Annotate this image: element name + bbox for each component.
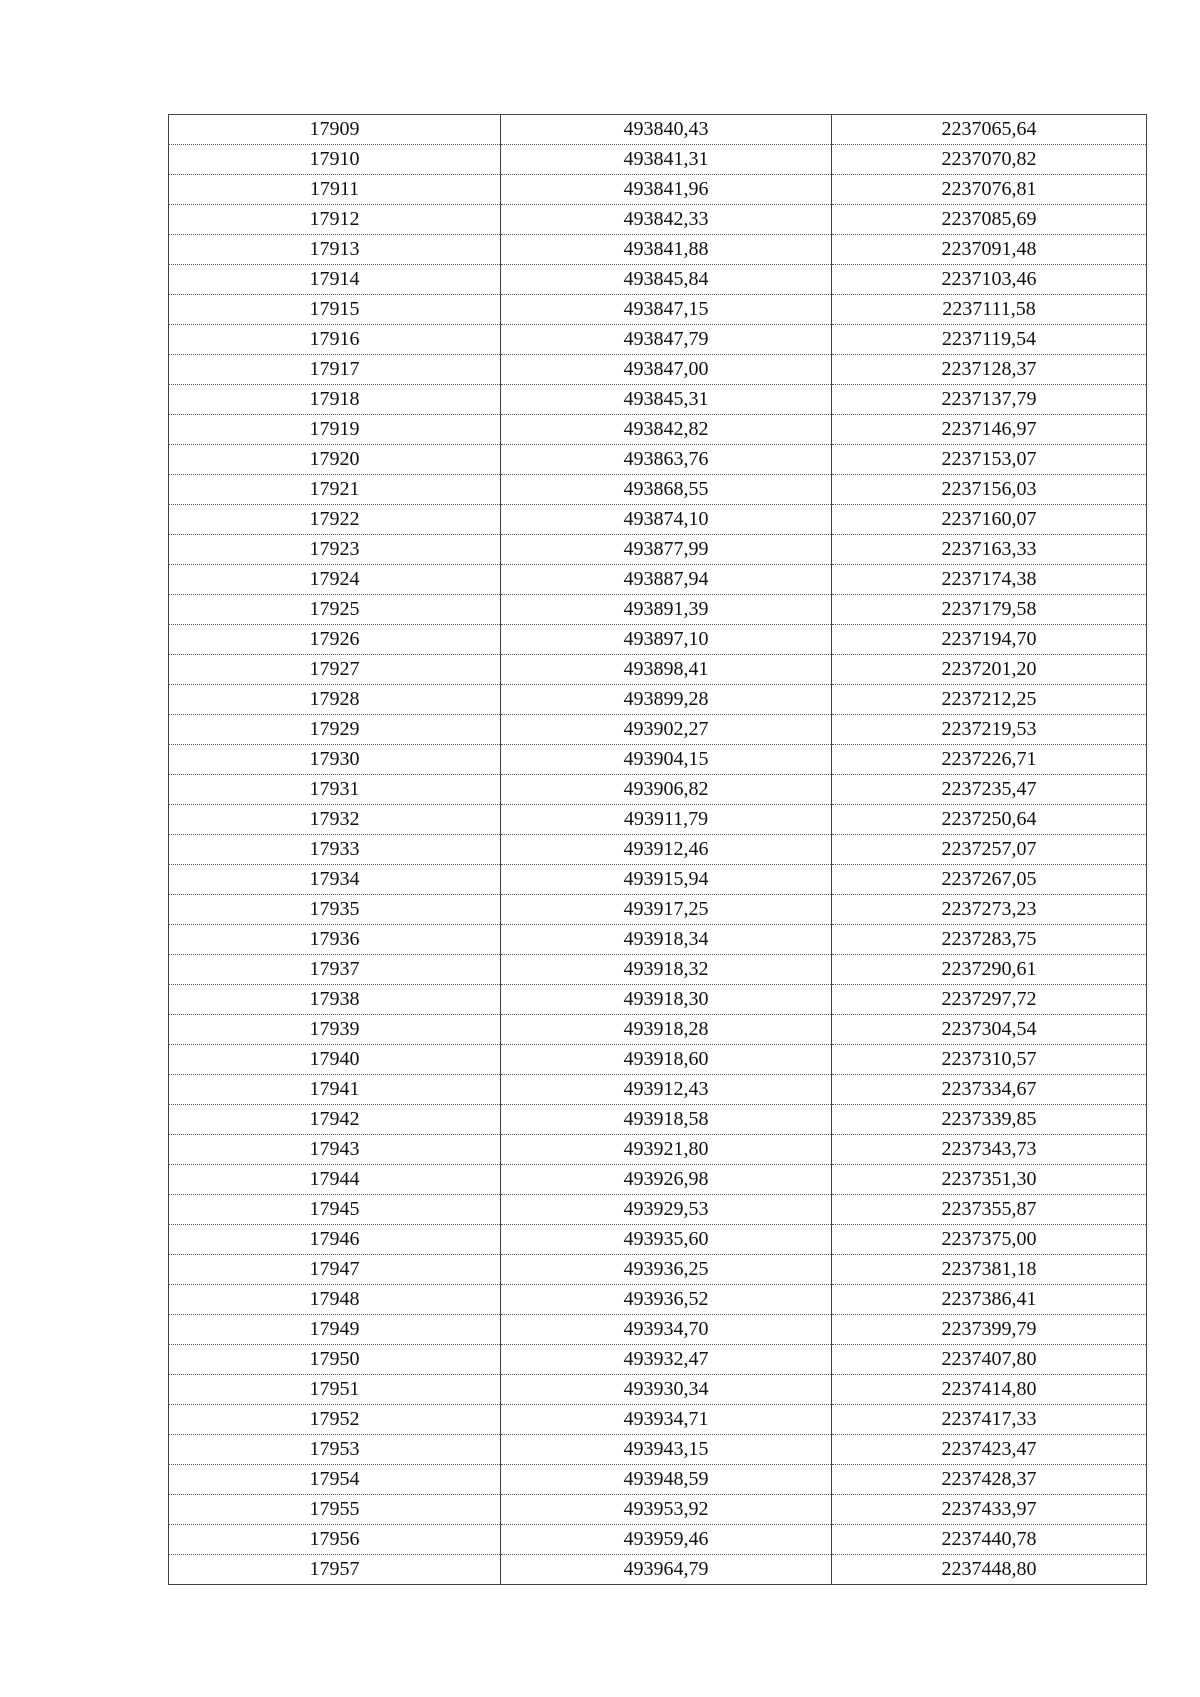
- y-coordinate-cell: 2237297,72: [832, 985, 1147, 1015]
- x-coordinate-cell: 493934,71: [501, 1405, 832, 1435]
- y-coordinate-cell: 2237386,41: [832, 1285, 1147, 1315]
- x-coordinate-cell: 493898,41: [501, 655, 832, 685]
- table-row: [169, 445, 1147, 475]
- table-row: [169, 145, 1147, 175]
- table-row: [169, 1525, 1147, 1555]
- y-coordinate-cell: 2237137,79: [832, 385, 1147, 415]
- table-row: [169, 1015, 1147, 1045]
- table-row: [169, 505, 1147, 535]
- x-coordinate-cell: 493948,59: [501, 1465, 832, 1495]
- point-number-cell: 17921: [169, 475, 501, 505]
- point-number-cell: 17937: [169, 955, 501, 985]
- point-number-cell: 17939: [169, 1015, 501, 1045]
- table-row: [169, 1435, 1147, 1465]
- point-number-cell: 17922: [169, 505, 501, 535]
- y-coordinate-cell: 2237334,67: [832, 1075, 1147, 1105]
- point-number-cell: 17935: [169, 895, 501, 925]
- point-number-cell: 17923: [169, 535, 501, 565]
- x-coordinate-cell: 493935,60: [501, 1225, 832, 1255]
- y-coordinate-cell: 2237448,80: [832, 1555, 1147, 1585]
- x-coordinate-cell: 493943,15: [501, 1435, 832, 1465]
- table-row: [169, 415, 1147, 445]
- point-number-cell: 17933: [169, 835, 501, 865]
- point-number-cell: 17941: [169, 1075, 501, 1105]
- point-number-cell: 17947: [169, 1255, 501, 1285]
- point-number-cell: 17957: [169, 1555, 501, 1585]
- point-number-cell: 17950: [169, 1345, 501, 1375]
- point-number-cell: 17910: [169, 145, 501, 175]
- x-coordinate-cell: 493912,46: [501, 835, 832, 865]
- table-row: [169, 1465, 1147, 1495]
- table-row: [169, 1315, 1147, 1345]
- x-coordinate-cell: 493959,46: [501, 1525, 832, 1555]
- point-number-cell: 17916: [169, 325, 501, 355]
- y-coordinate-cell: 2237091,48: [832, 235, 1147, 265]
- x-coordinate-cell: 493863,76: [501, 445, 832, 475]
- x-coordinate-cell: 493842,82: [501, 415, 832, 445]
- x-coordinate-cell: 493897,10: [501, 625, 832, 655]
- y-coordinate-cell: 2237355,87: [832, 1195, 1147, 1225]
- point-number-cell: 17917: [169, 355, 501, 385]
- table-row: [169, 1225, 1147, 1255]
- point-number-cell: 17940: [169, 1045, 501, 1075]
- table-row: [169, 625, 1147, 655]
- y-coordinate-cell: 2237201,20: [832, 655, 1147, 685]
- y-coordinate-cell: 2237440,78: [832, 1525, 1147, 1555]
- y-coordinate-cell: 2237273,23: [832, 895, 1147, 925]
- y-coordinate-cell: 2237070,82: [832, 145, 1147, 175]
- y-coordinate-cell: 2237076,81: [832, 175, 1147, 205]
- table-row: [169, 715, 1147, 745]
- y-coordinate-cell: 2237283,75: [832, 925, 1147, 955]
- table-row: [169, 265, 1147, 295]
- y-coordinate-cell: 2237428,37: [832, 1465, 1147, 1495]
- point-number-cell: 17930: [169, 745, 501, 775]
- y-coordinate-cell: 2237235,47: [832, 775, 1147, 805]
- x-coordinate-cell: 493934,70: [501, 1315, 832, 1345]
- point-number-cell: 17943: [169, 1135, 501, 1165]
- x-coordinate-cell: 493845,31: [501, 385, 832, 415]
- table-row: [169, 325, 1147, 355]
- point-number-cell: 17915: [169, 295, 501, 325]
- x-coordinate-cell: 493840,43: [501, 115, 832, 145]
- y-coordinate-cell: 2237153,07: [832, 445, 1147, 475]
- y-coordinate-cell: 2237111,58: [832, 295, 1147, 325]
- x-coordinate-cell: 493964,79: [501, 1555, 832, 1585]
- y-coordinate-cell: 2237119,54: [832, 325, 1147, 355]
- y-coordinate-cell: 2237085,69: [832, 205, 1147, 235]
- point-number-cell: 17924: [169, 565, 501, 595]
- table-row: [169, 1135, 1147, 1165]
- x-coordinate-cell: 493918,30: [501, 985, 832, 1015]
- table-row: [169, 535, 1147, 565]
- y-coordinate-cell: 2237310,57: [832, 1045, 1147, 1075]
- y-coordinate-cell: 2237179,58: [832, 595, 1147, 625]
- y-coordinate-cell: 2237343,73: [832, 1135, 1147, 1165]
- table-row: [169, 1075, 1147, 1105]
- table-row: [169, 385, 1147, 415]
- y-coordinate-cell: 2237290,61: [832, 955, 1147, 985]
- point-number-cell: 17928: [169, 685, 501, 715]
- table-row: [169, 1285, 1147, 1315]
- y-coordinate-cell: 2237423,47: [832, 1435, 1147, 1465]
- y-coordinate-cell: 2237351,30: [832, 1165, 1147, 1195]
- x-coordinate-cell: 493912,43: [501, 1075, 832, 1105]
- x-coordinate-cell: 493917,25: [501, 895, 832, 925]
- point-number-cell: 17938: [169, 985, 501, 1015]
- point-number-cell: 17919: [169, 415, 501, 445]
- point-number-cell: 17926: [169, 625, 501, 655]
- x-coordinate-cell: 493874,10: [501, 505, 832, 535]
- y-coordinate-cell: 2237156,03: [832, 475, 1147, 505]
- y-coordinate-cell: 2237250,64: [832, 805, 1147, 835]
- table-row: [169, 865, 1147, 895]
- y-coordinate-cell: 2237339,85: [832, 1105, 1147, 1135]
- x-coordinate-cell: 493918,32: [501, 955, 832, 985]
- y-coordinate-cell: 2237414,80: [832, 1375, 1147, 1405]
- y-coordinate-cell: 2237381,18: [832, 1255, 1147, 1285]
- point-number-cell: 17946: [169, 1225, 501, 1255]
- point-number-cell: 17945: [169, 1195, 501, 1225]
- x-coordinate-cell: 493929,53: [501, 1195, 832, 1225]
- table-row: [169, 925, 1147, 955]
- table-row: [169, 1165, 1147, 1195]
- x-coordinate-cell: 493932,47: [501, 1345, 832, 1375]
- table-row: [169, 835, 1147, 865]
- point-number-cell: 17932: [169, 805, 501, 835]
- table-row: [169, 1555, 1147, 1585]
- table-row: [169, 775, 1147, 805]
- y-coordinate-cell: 2237267,05: [832, 865, 1147, 895]
- x-coordinate-cell: 493921,80: [501, 1135, 832, 1165]
- x-coordinate-cell: 493936,25: [501, 1255, 832, 1285]
- x-coordinate-cell: 493915,94: [501, 865, 832, 895]
- y-coordinate-cell: 2237375,00: [832, 1225, 1147, 1255]
- table-row: [169, 805, 1147, 835]
- x-coordinate-cell: 493877,99: [501, 535, 832, 565]
- point-number-cell: 17914: [169, 265, 501, 295]
- x-coordinate-cell: 493918,58: [501, 1105, 832, 1135]
- point-number-cell: 17918: [169, 385, 501, 415]
- x-coordinate-cell: 493953,92: [501, 1495, 832, 1525]
- point-number-cell: 17949: [169, 1315, 501, 1345]
- table-row: [169, 205, 1147, 235]
- table-row: [169, 745, 1147, 775]
- y-coordinate-cell: 2237219,53: [832, 715, 1147, 745]
- x-coordinate-cell: 493936,52: [501, 1285, 832, 1315]
- y-coordinate-cell: 2237128,37: [832, 355, 1147, 385]
- y-coordinate-cell: 2237226,71: [832, 745, 1147, 775]
- y-coordinate-cell: 2237065,64: [832, 115, 1147, 145]
- table-row: [169, 1045, 1147, 1075]
- point-number-cell: 17909: [169, 115, 501, 145]
- table-row: [169, 595, 1147, 625]
- y-coordinate-cell: 2237103,46: [832, 265, 1147, 295]
- table-row: [169, 1405, 1147, 1435]
- x-coordinate-cell: 493841,31: [501, 145, 832, 175]
- coordinates-table-body: [169, 115, 1147, 1585]
- point-number-cell: 17912: [169, 205, 501, 235]
- x-coordinate-cell: 493902,27: [501, 715, 832, 745]
- x-coordinate-cell: 493918,34: [501, 925, 832, 955]
- point-number-cell: 17929: [169, 715, 501, 745]
- table-row: [169, 235, 1147, 265]
- point-number-cell: 17955: [169, 1495, 501, 1525]
- table-row: [169, 685, 1147, 715]
- coordinates-table: [168, 114, 1147, 1585]
- table-row: [169, 955, 1147, 985]
- table-row: [169, 475, 1147, 505]
- table-row: [169, 295, 1147, 325]
- y-coordinate-cell: 2237194,70: [832, 625, 1147, 655]
- x-coordinate-cell: 493841,88: [501, 235, 832, 265]
- y-coordinate-cell: 2237257,07: [832, 835, 1147, 865]
- y-coordinate-cell: 2237433,97: [832, 1495, 1147, 1525]
- y-coordinate-cell: 2237212,25: [832, 685, 1147, 715]
- table-row: [169, 565, 1147, 595]
- x-coordinate-cell: 493847,79: [501, 325, 832, 355]
- x-coordinate-cell: 493842,33: [501, 205, 832, 235]
- point-number-cell: 17956: [169, 1525, 501, 1555]
- table-row: [169, 985, 1147, 1015]
- point-number-cell: 17934: [169, 865, 501, 895]
- point-number-cell: 17951: [169, 1375, 501, 1405]
- point-number-cell: 17931: [169, 775, 501, 805]
- point-number-cell: 17954: [169, 1465, 501, 1495]
- point-number-cell: 17952: [169, 1405, 501, 1435]
- y-coordinate-cell: 2237163,33: [832, 535, 1147, 565]
- table-row: [169, 1255, 1147, 1285]
- table-row: [169, 115, 1147, 145]
- table-row: [169, 175, 1147, 205]
- x-coordinate-cell: 493926,98: [501, 1165, 832, 1195]
- point-number-cell: 17936: [169, 925, 501, 955]
- x-coordinate-cell: 493845,84: [501, 265, 832, 295]
- y-coordinate-cell: 2237174,38: [832, 565, 1147, 595]
- y-coordinate-cell: 2237417,33: [832, 1405, 1147, 1435]
- table-row: [169, 895, 1147, 925]
- point-number-cell: 17944: [169, 1165, 501, 1195]
- table-row: [169, 1375, 1147, 1405]
- x-coordinate-cell: 493887,94: [501, 565, 832, 595]
- point-number-cell: 17925: [169, 595, 501, 625]
- y-coordinate-cell: 2237160,07: [832, 505, 1147, 535]
- x-coordinate-cell: 493918,28: [501, 1015, 832, 1045]
- point-number-cell: 17927: [169, 655, 501, 685]
- x-coordinate-cell: 493906,82: [501, 775, 832, 805]
- x-coordinate-cell: 493911,79: [501, 805, 832, 835]
- table-row: [169, 1105, 1147, 1135]
- point-number-cell: 17920: [169, 445, 501, 475]
- x-coordinate-cell: 493841,96: [501, 175, 832, 205]
- y-coordinate-cell: 2237304,54: [832, 1015, 1147, 1045]
- point-number-cell: 17913: [169, 235, 501, 265]
- x-coordinate-cell: 493868,55: [501, 475, 832, 505]
- table-row: [169, 655, 1147, 685]
- x-coordinate-cell: 493891,39: [501, 595, 832, 625]
- x-coordinate-cell: 493847,15: [501, 295, 832, 325]
- point-number-cell: 17953: [169, 1435, 501, 1465]
- table-row: [169, 355, 1147, 385]
- y-coordinate-cell: 2237399,79: [832, 1315, 1147, 1345]
- point-number-cell: 17948: [169, 1285, 501, 1315]
- table-row: [169, 1195, 1147, 1225]
- x-coordinate-cell: 493904,15: [501, 745, 832, 775]
- y-coordinate-cell: 2237146,97: [832, 415, 1147, 445]
- x-coordinate-cell: 493930,34: [501, 1375, 832, 1405]
- point-number-cell: 17942: [169, 1105, 501, 1135]
- table-row: [169, 1495, 1147, 1525]
- x-coordinate-cell: 493899,28: [501, 685, 832, 715]
- x-coordinate-cell: 493847,00: [501, 355, 832, 385]
- y-coordinate-cell: 2237407,80: [832, 1345, 1147, 1375]
- table-row: [169, 1345, 1147, 1375]
- x-coordinate-cell: 493918,60: [501, 1045, 832, 1075]
- point-number-cell: 17911: [169, 175, 501, 205]
